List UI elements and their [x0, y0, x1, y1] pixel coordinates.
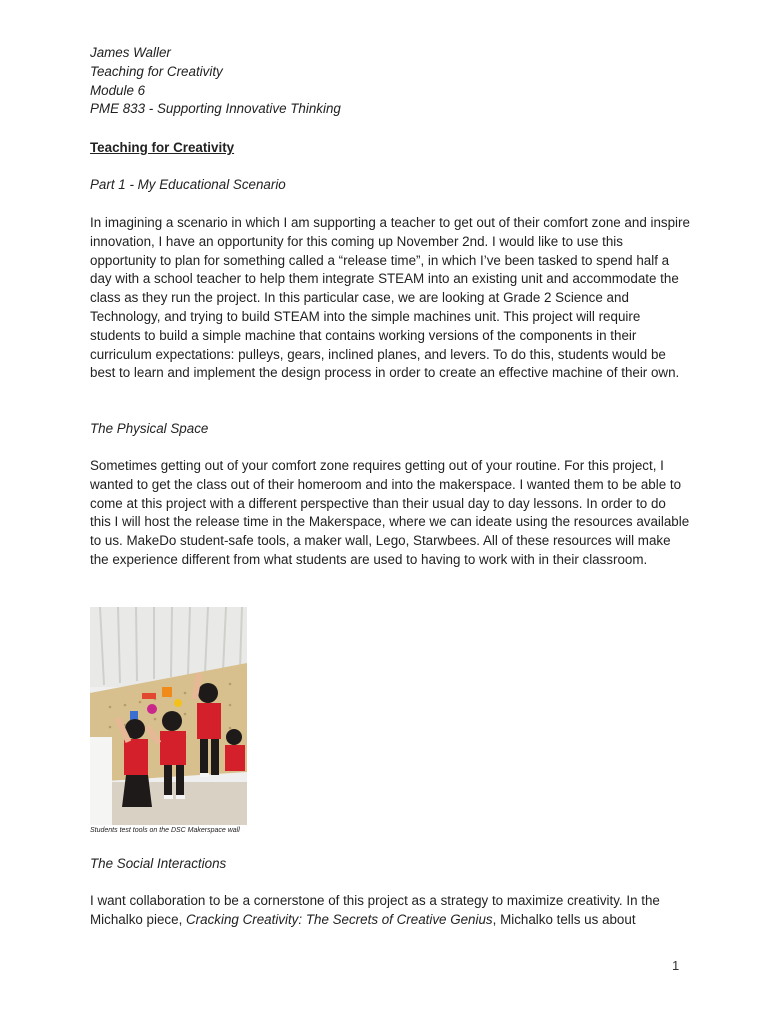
- makerspace-photo-illustration: [90, 607, 247, 825]
- paragraph-part1: In imagining a scenario in which I am supporting a teacher to get out of their comfort zone and inspire innovation, I have an opportunity for this coming up November 2nd. I would like to use this opportunity to plan for something called a “release time”, in which I’ve been tasked to spend half a day with a school teacher to help them integrate STEAM into an existing unit and accommodate the class as they run the project. In this particular case, we are looking at Grade 2 Science and Technology, and trying to build STEAM into the simple machines unit. This project will require students to build a simple machine that contains working versions of the components in their curriculum expectations: pulleys, gears, inclined planes, and levers. To do this, students would be best to learn and implement the design process in order to create an effective machine of their own.: [90, 215, 690, 381]
- section-heading-social: The Social Interactions: [90, 856, 227, 871]
- course-topic: Teaching for Creativity: [90, 63, 223, 79]
- section-heading-physical-space: The Physical Space: [90, 421, 209, 436]
- makerspace-photo: [90, 607, 247, 825]
- book-title: Cracking Creativity: The Secrets of Creative Genius: [186, 911, 493, 927]
- paragraph-social-start: I want collaboration to be a cornerstone of this project as a strategy to maximize creativity. In the Michalko piece,: [90, 893, 660, 927]
- page-number: 1: [672, 958, 680, 973]
- paragraph-social-end: , Michalko tells us about: [492, 911, 636, 927]
- module-label: Module 6: [90, 82, 146, 98]
- section-heading-part1: Part 1 - My Educational Scenario: [90, 177, 286, 192]
- author-name: James Waller: [90, 45, 171, 60]
- document-header: [90, 44, 690, 119]
- paragraph-social: [90, 892, 690, 930]
- photo-caption: Students test tools on the DSC Makerspace wall: [90, 827, 240, 834]
- course-name: PME 833 - Supporting Innovative Thinking: [90, 101, 341, 117]
- document-title: Teaching for Creativity: [90, 140, 235, 155]
- paragraph-physical-space: Sometimes getting out of your comfort zone requires getting out of your routine. For this project, I wanted to get the class out of their homeroom and into the makerspace. I wanted them to be able to come at this project with a different perspective than their usual day to day lessons. In order to do this I will host the release time in the Makerspace, where we can ideate using the resources available to us. MakeDo student-safe tools, a maker wall, Lego, Starwbees. All of these resources will make the experience different from what students are used to having to work with in their classroom.: [90, 458, 690, 567]
